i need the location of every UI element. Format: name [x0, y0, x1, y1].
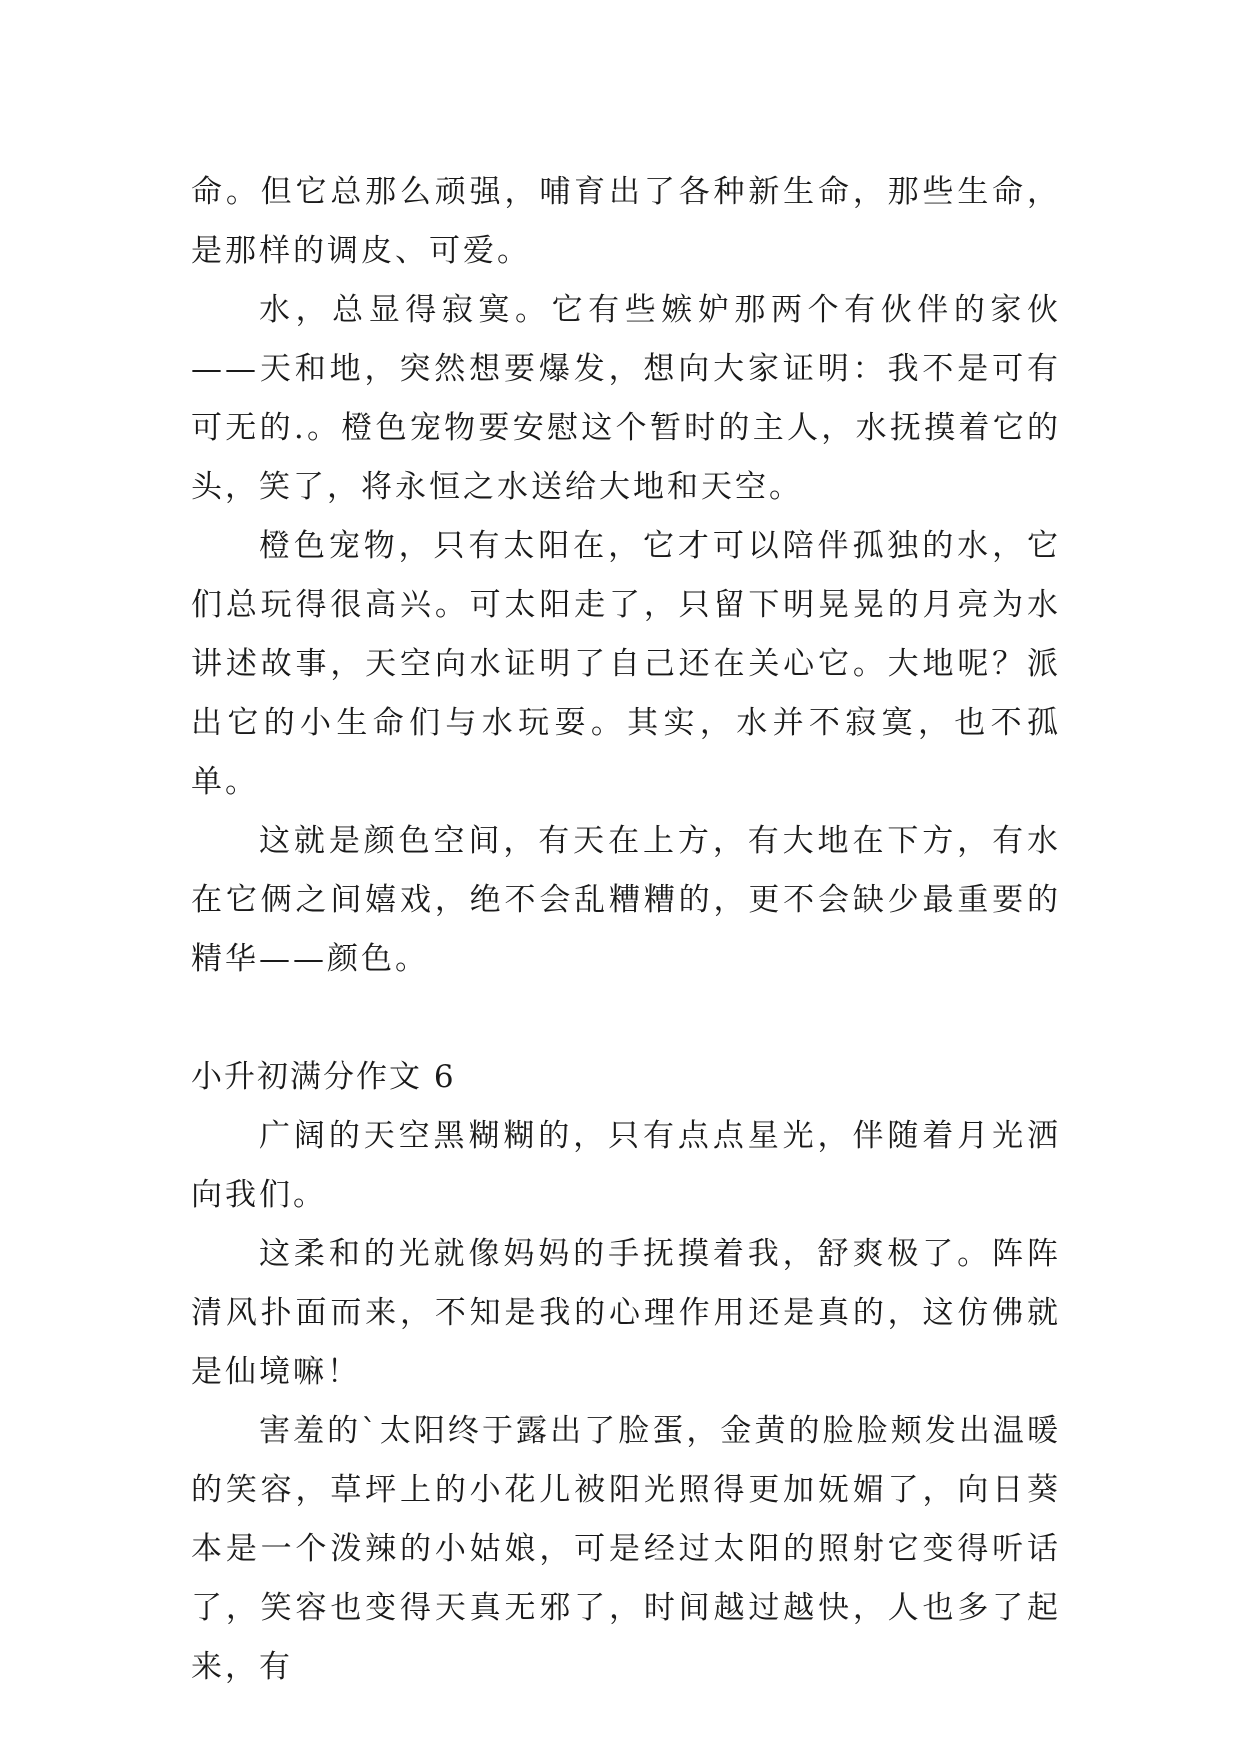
paragraph: 命。但它总那么顽强，哺育出了各种新生命，那些生命，是那样的调皮、可爱。	[191, 174, 1061, 269]
paragraph: 这柔和的光就像妈妈的手抚摸着我，舒爽极了。阵阵清风扑面而来，不知是我的心理作用还是真的，这仿佛就是仙境嘛！	[191, 1236, 1061, 1390]
paragraph: 这就是颜色空间，有天在上方，有大地在下方，有水在它俩之间嬉戏，绝不会乱糟糟的，更不会缺少最重要的精华——颜色。	[191, 823, 1061, 977]
section-title: 小升初满分作文 6	[191, 1059, 456, 1095]
paragraph: 广阔的天空黑糊糊的，只有点点星光，伴随着月光洒向我们。	[191, 1118, 1061, 1213]
document-body	[191, 163, 1061, 1697]
paragraph: 水，总显得寂寞。它有些嫉妒那两个有伙伴的家伙——天和地，突然想要爆发，想向大家证明：我不是可有可无的.。橙色宠物要安慰这个暂时的主人，水抚摸着它的头，笑了，将永恒之水送给大地和天空。	[191, 292, 1061, 505]
paragraph: 橙色宠物，只有太阳在，它才可以陪伴孤独的水，它们总玩得很高兴。可太阳走了，只留下明晃晃的月亮为水讲述故事，天空向水证明了自己还在关心它。大地呢？派出它的小生命们与水玩耍。其实，水并不寂寞，也不孤单。	[191, 528, 1061, 800]
paragraph: 害羞的`太阳终于露出了脸蛋，金黄的脸脸颊发出温暖的笑容，草坪上的小花儿被阳光照得更加妩媚了，向日葵本是一个泼辣的小姑娘，可是经过太阳的照射它变得听话了，笑容也变得天真无邪了，时间越过越快，人也多了起来，有	[191, 1413, 1061, 1685]
